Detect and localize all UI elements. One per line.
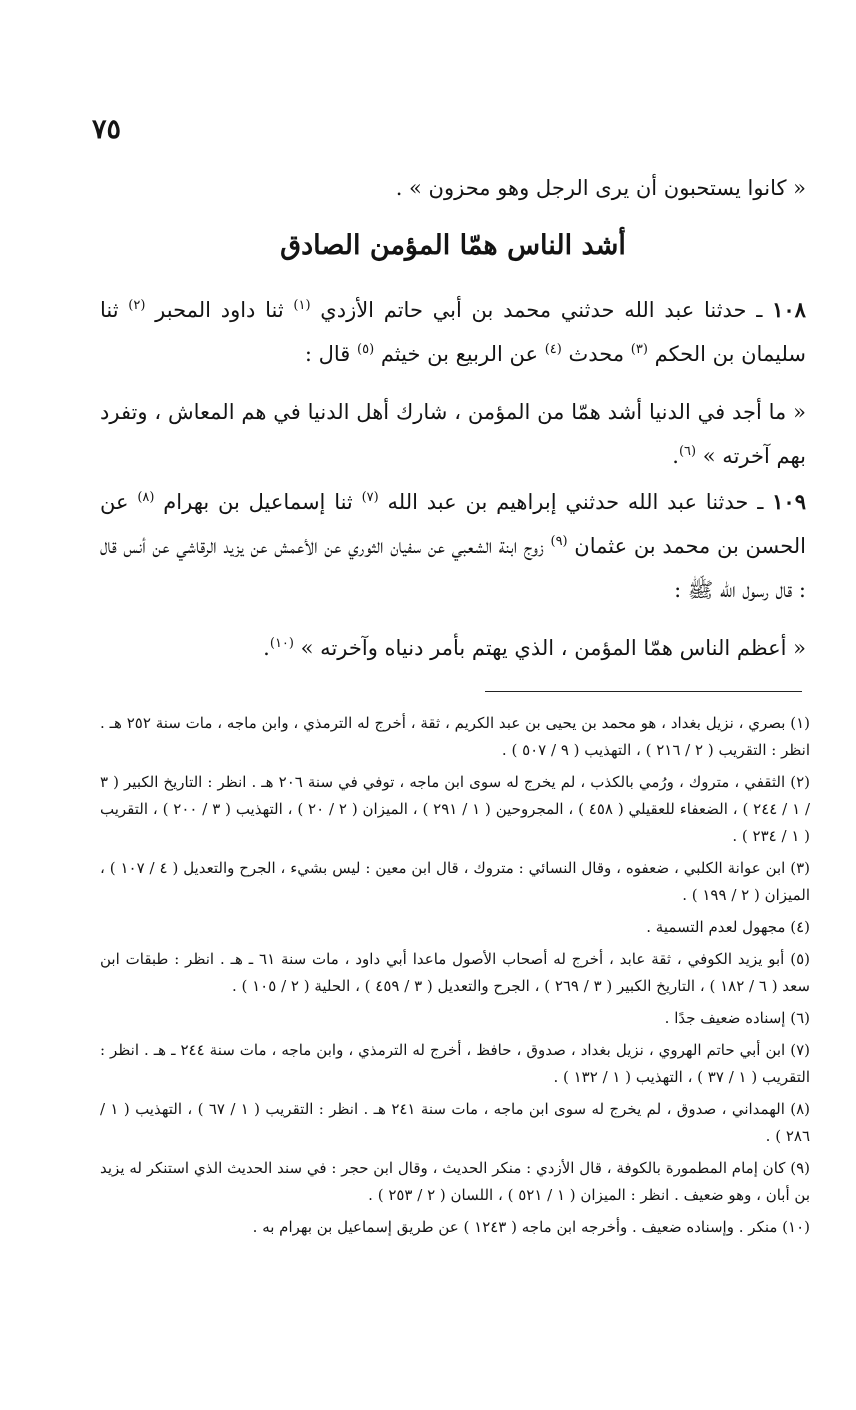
footnote-8: (٨) الهمداني ، صدوق ، لم يخرج له سوى ابن ماجه ، مات سنة ٢٤١ هـ . انظر : التقريب ( ١ / ٦٧ ) ، التهذيب ( ١ / ٢٨٦ ) . — [100, 1100, 811, 1145]
hadith-108-quote-body: « ما أجد في الدنيا أشد همّا من المؤمن ، شارك أهل الدنيا في هم المعاش ، وتفرد بهم آخرته » — [100, 400, 806, 468]
footnote-10: (١٠) منكر . وإسناده ضعيف . وأخرجه ابن ماجه ( ١٢٤٣ ) عن طريق إسماعيل بن بهرام به . — [252, 1218, 810, 1236]
opening-quote — [100, 166, 806, 210]
hadith-109-paragraph — [100, 480, 806, 612]
hadith-109-chain — [100, 480, 806, 612]
hadith-108-text-3: ثنا سليمان بن الحكم — [100, 298, 806, 366]
hadith-109-quote-end: . — [263, 636, 270, 660]
footnote-ref-1: (١) — [293, 298, 311, 313]
hadith-108-quote-text — [100, 390, 806, 478]
footnote-ref-3: (٣) — [630, 342, 648, 357]
hadith-109-text-1: ـ حدثنا عبد الله حدثني إبراهيم بن عبد الله — [378, 490, 773, 514]
footnote-ref-9: (٩) — [550, 534, 568, 549]
footnote-5: (٥) أبو يزيد الكوفي ، ثقة عابد ، أخرج له أصحاب الأصول ماعدا أبي داود ، مات سنة ٦١ ـ هـ . انظر : طبقات ابن سعد ( ٦ / ١٨٢ ) ، التاريخ الكبير ( ٣ / ٢٦٩ ) ، الجرح والتعديل ( ٣ / ٤٥٩ ) ، الحلية ( ٢ / ١٠٥ ) . — [100, 950, 810, 995]
hadith-109-text-4: زوج ابنة الشعبي عن سفيان الثوري عن الأعمش عن يزيد الرقاشي عن أنس قال : قال رسول الله ﷺ : — [100, 534, 806, 602]
page-number: ٧٥ — [92, 114, 122, 145]
hadith-108-text-5: عن الربيع بن خيثم — [374, 342, 545, 366]
hadith-108-chain — [100, 288, 806, 376]
footnote-2: (٢) الثقفي ، متروك ، ورُمي بالكذب ، لم يخرج له سوى ابن ماجه ، توفي في سنة ٢٠٦ هـ . انظر : التاريخ الكبير ( ٣ / ١ / ٢٤٤ ) ، الضعفاء للعقيلي ( ٤٥٨ ) ، المجروحين ( ١ / ٢٩١ ) ، الميزان ( ٢ / ٢٠ ) ، التهذيب ( ٣ / ٢٠٠ ) ، التقريب ( ١ / ٢٣٤ ) . — [100, 773, 811, 845]
footnote-ref-7: (٧) — [361, 490, 379, 505]
hadith-108-quote-end: . — [672, 444, 679, 468]
hadith-109-quote-body: « أعظم الناس همّا المؤمن ، الذي يهتم بأمر دنياه وآخرته » — [293, 636, 806, 660]
footnote-ref-4: (٤) — [544, 342, 562, 357]
hadith-109-text-3: عن الحسن بن محمد بن عثمان — [100, 490, 806, 558]
hadith-108-text-1: ـ حدثنا عبد الله حدثني محمد بن أبي حاتم الأزدي — [310, 298, 773, 322]
hadith-109-text-2: ثنا إسماعيل بن بهرام — [154, 490, 362, 514]
hadith-108-number: ١٠٨ — [772, 297, 806, 322]
footnote-1: (١) بصري ، نزيل بغداد ، هو محمد بن يحيى بن عبد الكريم ، ثقة ، أخرج له الترمذي ، وابن ماجه ، مات سنة ٢٥٢ هـ . انظر : التقريب ( ٢ / ٢١٦ ) ، التهذيب ( ٩ / ٥٠٧ ) . — [100, 714, 811, 759]
footnote-ref-2: (٢) — [128, 298, 146, 313]
hadith-108-quote — [100, 390, 806, 478]
section-title: أشد الناس همّا المؤمن الصادق — [280, 230, 626, 261]
hadith-108-text-4: محدث — [561, 342, 631, 366]
opening-quote-text: « كانوا يستحبون أن يرى الرجل وهو محزون » . — [395, 176, 806, 200]
footnote-7: (٧) ابن أبي حاتم الهروي ، نزيل بغداد ، صدوق ، حافظ ، أخرج له الترمذي ، وابن ماجه ، مات سنة ٢٤٤ ـ هـ . انظر : التقريب ( ١ / ٣٧ ) ، التهذيب ( ١ / ١٣٢ ) . — [100, 1041, 810, 1086]
hadith-108-paragraph — [100, 288, 806, 376]
footnote-6: (٦) إسناده ضعيف جدًا . — [664, 1009, 810, 1027]
footnote-ref-10: (١٠) — [269, 636, 294, 651]
footnote-divider — [485, 691, 802, 692]
footnote-ref-5: (٥) — [357, 342, 375, 357]
footnote-ref-6: (٦) — [678, 444, 697, 459]
hadith-109-quote-text — [100, 626, 806, 670]
footnotes — [100, 710, 810, 1246]
footnote-3: (٣) ابن عوانة الكلبي ، ضعفوه ، وقال النسائي : متروك ، قال ابن معين : ليس بشيء ، الجرح والتعديل ( ٤ / ١٠٧ ) ، الميزان ( ٢ / ١٩٩ ) . — [100, 859, 810, 904]
hadith-109-quote — [100, 626, 806, 670]
footnote-ref-8: (٨) — [137, 490, 155, 505]
hadith-108-text-2: ثنا داود المحبر — [145, 298, 294, 322]
hadith-108-text-6: قال : — [304, 342, 357, 366]
footnote-9: (٩) كان إمام المطمورة بالكوفة ، قال الأزدي : منكر الحديث ، وقال ابن حجر : في سند الحديث الذي استنكر له يزيد بن أبان ، وهو ضعيف . انظر : الميزان ( ١ / ٥٢١ ) ، اللسان ( ٢ / ٢٥٣ ) . — [100, 1159, 810, 1204]
hadith-109-number: ١٠٩ — [772, 489, 806, 514]
footnote-4: (٤) مجهول لعدم التسمية . — [646, 918, 810, 936]
